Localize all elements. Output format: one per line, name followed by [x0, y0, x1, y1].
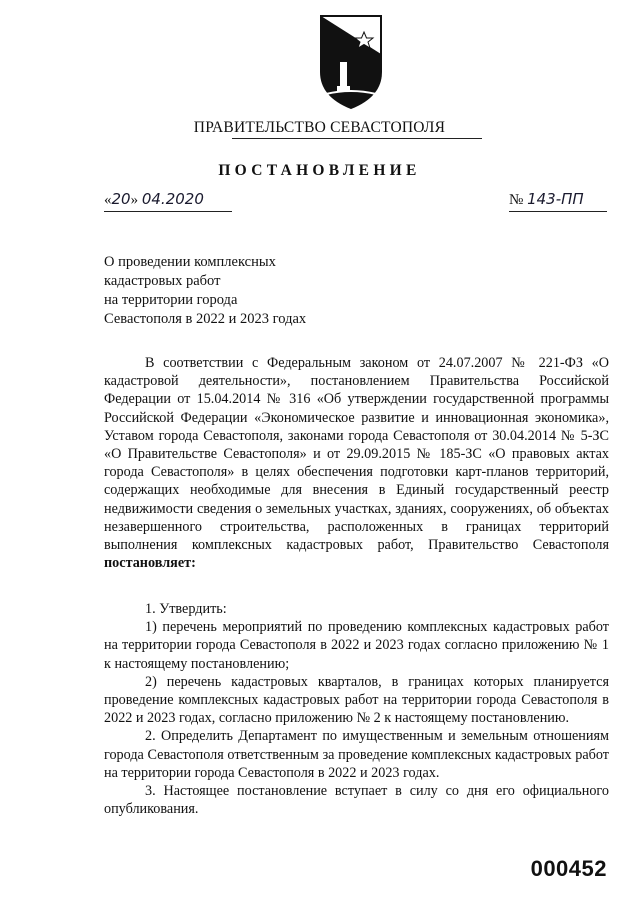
- subject-line: на территории города: [104, 292, 238, 308]
- date-close-quote: »: [130, 192, 139, 208]
- item-approve-2: 2) перечень кадастровых кварталов, в границах которых планируется проведение комплексных кадастровых работ на территории города Севастополя в 2022 и 2023 годах, согласно приложению № 2 к настоящему постановлению.: [104, 673, 609, 727]
- item-effective: 3. Настоящее постановление вступает в силу со дня его официального опубликования.: [104, 783, 609, 818]
- item-approve-1: 1) перечень мероприятий по проведению комплексных кадастровых работ на территории города Севастополя в 2022 и 2023 годах согласно приложению № 1 к настоящему постановлению;: [104, 619, 609, 672]
- government-name: ПРАВИТЕЛЬСТВО СЕВАСТОПОЛЯ: [193, 119, 446, 136]
- coat-of-arms-emblem: [318, 14, 384, 110]
- document-type-title: ПОСТАНОВЛЕНИЕ: [218, 162, 421, 179]
- preamble-section: [104, 354, 609, 572]
- item-approve: 1. Утвердить:: [145, 601, 227, 617]
- document-subject: [104, 253, 306, 329]
- form-serial-number: 000452: [530, 856, 607, 881]
- date-month-year: 04.2020: [141, 190, 204, 208]
- subject-line: кадастровых работ: [104, 273, 221, 289]
- item-determine: 2. Определить Департамент по имущественным и земельным отношениям города Севастополя ответственным за проведение комплексных кадастровых работ на территории города Севастополя в 2022 и 2023 годах.: [104, 728, 609, 781]
- header-underline: [232, 138, 482, 139]
- resolution-items: [104, 600, 609, 818]
- document-date: [104, 190, 232, 212]
- document-number: [509, 190, 607, 212]
- number-sign: №: [509, 192, 524, 208]
- number-value: 143-ПП: [527, 190, 584, 208]
- subject-line: Севастополя в 2022 и 2023 годах: [104, 311, 307, 327]
- date-open-quote: «: [104, 192, 112, 208]
- date-day: 20: [111, 190, 131, 208]
- subject-line: О проведении комплексных: [104, 254, 276, 270]
- decision-word: постановляет:: [104, 555, 196, 572]
- preamble-text: В соответствии с Федеральным законом от 24.07.2007 № 221-ФЗ «О кадастровой деятельности», постановлением Правительства Российской Федерации от 15.04.2014 № 316 «Об утверждении государственной программы Российской Федерации «Экономическое развитие и инновационная экономика», Уставом города Севастополя, законами города Севастополя от 30.04.2014 № 5-ЗС «О Правительстве Севастополя» и от 29.09.2015 № 185-ЗС «О правовых актах города Севастополя» в целях обеспечения подготовки карт-планов территорий, содержащих необходимые для внесения в Единый государственный реестр недвижимости сведения о земельных участках, зданиях, сооружениях, об объектах незавершенного строительства, расположенных в границах территорий выполнения комплексных кадастровых работ, Правительство Севастополя: [104, 355, 609, 554]
- preamble-paragraph: [104, 354, 609, 572]
